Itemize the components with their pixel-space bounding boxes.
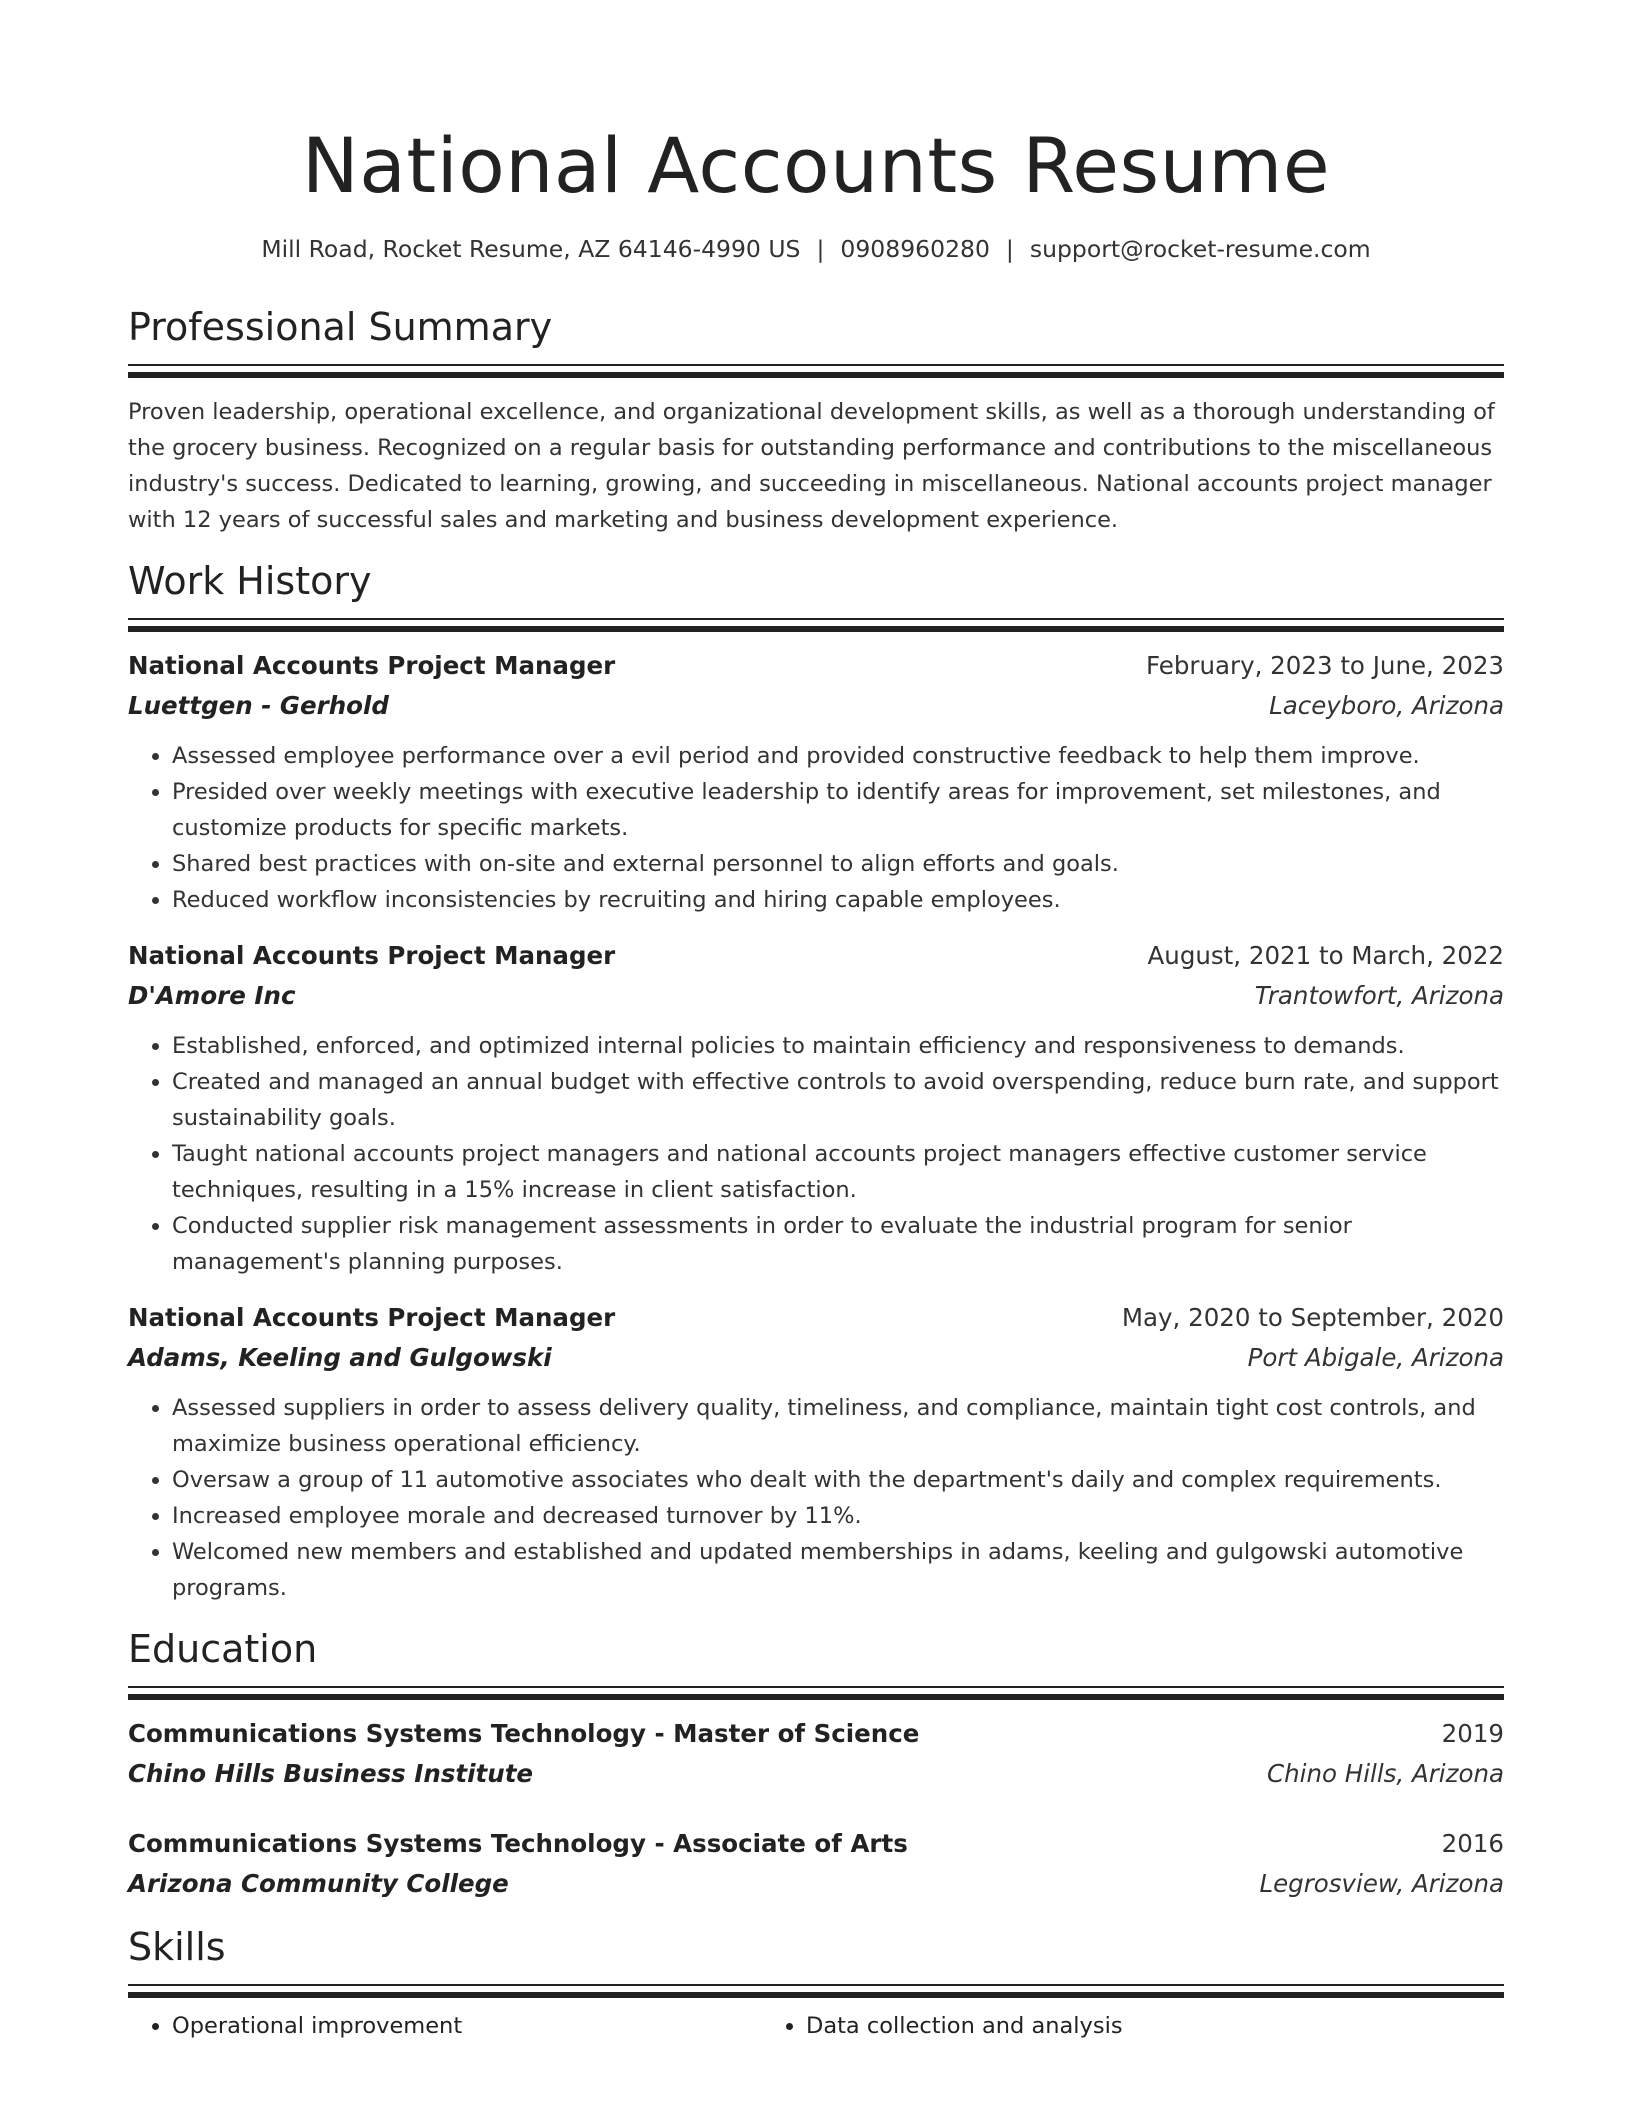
job-company: D'Amore Inc (128, 980, 296, 1010)
section-title-skills: Skills (128, 1924, 226, 1969)
education-entry (128, 1714, 1504, 1794)
education-school: Chino Hills Business Institute (128, 1758, 534, 1788)
section-title-education: Education (128, 1626, 318, 1671)
skills-section (128, 1924, 1504, 2044)
section-divider (128, 364, 1504, 378)
education-year: 2019 (1441, 1718, 1504, 1748)
job-bullets (128, 1028, 1504, 1280)
contact-separator: | (1005, 235, 1014, 263)
job-location: Trantowfort, Arizona (1254, 980, 1504, 1010)
job-entry (128, 1298, 1504, 1606)
education-degree: Communications Systems Technology - Associate of Arts (128, 1828, 908, 1858)
contact-phone: 0908960280 (840, 235, 990, 263)
job-bullet: • Shared best practices with on-site and external personnel to align efforts and goals. (172, 846, 1504, 882)
contact-separator: | (816, 235, 825, 263)
job-dates: August, 2021 to March, 2022 (1147, 940, 1504, 970)
job-bullet: • Welcomed new members and established and updated memberships in adams, keeling and gulgowski automotive programs. (172, 1534, 1504, 1606)
job-bullets (128, 738, 1504, 918)
job-title: National Accounts Project Manager (128, 940, 616, 970)
job-dates: May, 2020 to September, 2020 (1121, 1302, 1504, 1332)
job-bullet: • Conducted supplier risk management assessments in order to evaluate the industrial program for senior management's planning purposes. (172, 1208, 1504, 1280)
summary-text: Proven leadership, operational excellence, and organizational development skills, as well as a thorough understanding of the grocery business. Recognized on a regular basis for outstanding performance and contributions to the miscellaneous industry's success. Dedicated to learning, growing, and succeeding in miscellaneous. National accounts project manager with 12 years of successful sales and marketing and business development experience. (128, 398, 1495, 533)
contact-line (128, 235, 1504, 263)
education-school: Arizona Community College (128, 1868, 509, 1898)
skill-item: • Operational improvement (172, 2008, 762, 2044)
job-company: Adams, Keeling and Gulgowski (128, 1342, 552, 1372)
job-entry (128, 646, 1504, 918)
resume-name: National Accounts Resume (301, 121, 1331, 210)
job-bullet: • Assessed employee performance over a evil period and provided constructive feedback to help them improve. (172, 738, 1504, 774)
job-title: National Accounts Project Manager (128, 1302, 616, 1332)
education-location: Chino Hills, Arizona (1267, 1758, 1504, 1788)
skills-right-column (762, 2008, 1396, 2044)
job-entry (128, 936, 1504, 1280)
section-divider (128, 618, 1504, 632)
section-divider (128, 1984, 1504, 1998)
job-dates: February, 2023 to June, 2023 (1146, 650, 1504, 680)
job-company: Luettgen - Gerhold (128, 690, 389, 720)
job-bullet: • Presided over weekly meetings with executive leadership to identify areas for improvement, set milestones, and customize products for specific markets. (172, 774, 1504, 846)
summary-section (128, 304, 1504, 538)
education-section (128, 1626, 1504, 1904)
job-bullet: • Reduced workflow inconsistencies by recruiting and hiring capable employees. (172, 882, 1504, 918)
education-year: 2016 (1441, 1828, 1504, 1858)
skills-left-column (128, 2008, 762, 2044)
education-location: Legrosview, Arizona (1259, 1868, 1504, 1898)
section-divider (128, 1686, 1504, 1700)
job-bullet: • Increased employee morale and decreased turnover by 11%. (172, 1498, 1504, 1534)
skill-item: • Data collection and analysis (806, 2008, 1396, 2044)
contact-address: Mill Road, Rocket Resume, AZ 64146-4990 US (261, 235, 801, 263)
contact-email: support@rocket-resume.com (1029, 235, 1371, 263)
job-bullet: • Assessed suppliers in order to assess delivery quality, timeliness, and compliance, maintain tight cost controls, and maximize business operational efficiency. (172, 1390, 1504, 1462)
work-history-section (128, 558, 1504, 1606)
education-entry (128, 1824, 1504, 1904)
job-bullet: • Created and managed an annual budget with effective controls to avoid overspending, reduce burn rate, and support sustainability goals. (172, 1064, 1504, 1136)
job-bullet: • Oversaw a group of 11 automotive associates who dealt with the department's daily and complex requirements. (172, 1462, 1504, 1498)
education-degree: Communications Systems Technology - Master of Science (128, 1718, 920, 1748)
job-location: Laceyboro, Arizona (1269, 690, 1504, 720)
job-bullet: • Established, enforced, and optimized internal policies to maintain efficiency and responsiveness to demands. (172, 1028, 1504, 1064)
section-title-summary: Professional Summary (128, 304, 553, 349)
job-location: Port Abigale, Arizona (1247, 1342, 1504, 1372)
job-bullets (128, 1390, 1504, 1606)
job-bullet: • Taught national accounts project managers and national accounts project managers effective customer service techniques, resulting in a 15% increase in client satisfaction. (172, 1136, 1504, 1208)
skills-columns (128, 2008, 1504, 2044)
section-title-work-history: Work History (128, 558, 372, 603)
job-title: National Accounts Project Manager (128, 650, 616, 680)
